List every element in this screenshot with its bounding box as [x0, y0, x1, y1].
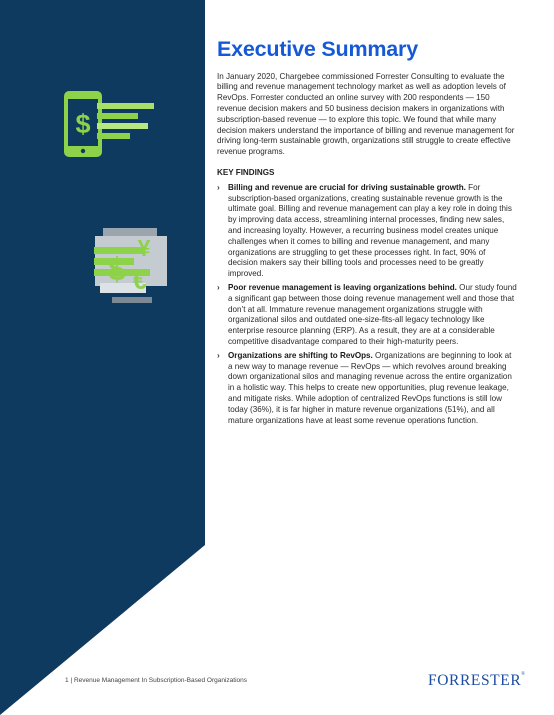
finding-lead: Poor revenue management is leaving organizations behind.	[228, 282, 457, 292]
executive-summary-section	[217, 38, 517, 429]
finding-body: Our study found a significant gap between those doing revenue management well and those that don’t at all. Immature revenue management organizations struggle with organizational silos and outdated one-size-fits-all legacy technology like enterprise resource planning (ERP). As a result, they are at a considerable competitive disadvantage compared to their high-maturity peers.	[228, 282, 517, 346]
euro-icon: €	[133, 267, 147, 295]
forrester-logo	[428, 672, 525, 690]
page-footer	[0, 672, 554, 692]
finding-lead: Organizations are shifting to RevOps.	[228, 350, 373, 360]
report-title: Revenue Management In Subscription-Based Organizations	[73, 677, 248, 684]
footer-page-info	[65, 677, 247, 684]
yen-icon: ¥	[137, 235, 151, 261]
intro-paragraph: In January 2020, Chargebee commissioned Forrester Consulting to evaluate the billing and revenue management technology market as well as adoption levels of RevOps. Forrester conducted an online survey with 200 respondents — 150 revenue decision makers and 50 business decision makers in organizations with subscription-based revenue — to explore this topic. We found that while many decision makers understand the importance of billing and revenue management for driving long-term sustainable growth, organizations still struggle to create effective revenue programs.	[217, 71, 515, 157]
page-title: Executive Summary	[217, 37, 418, 61]
registered-mark: ®	[521, 672, 526, 677]
dollar-icon: $	[108, 251, 126, 287]
key-findings-list	[217, 183, 517, 427]
left-decorative-panel	[0, 0, 210, 715]
finding-lead: Billing and revenue are crucial for driving sustainable growth.	[228, 182, 466, 192]
key-findings-heading: KEY FINDINGS	[217, 168, 275, 178]
finding-item	[217, 183, 517, 280]
page-number: 1	[65, 677, 69, 684]
footer-separator: |	[70, 677, 73, 684]
bullet-chevron-icon: ›	[217, 282, 220, 292]
panel-artwork	[0, 0, 210, 715]
finding-body: Organizations are beginning to look at a new way to manage revenue — RevOps — which revolves around breaking down organizational silos and managing revenue across the entire organization in a holistic way. This helps to create new opportunities, plug revenue leakage, and mitigate risks. While adoption of centralized RevOps functions is still low today (36%), it is far higher in mature revenue organizations (51%), and all mature organizations have at least some revenue operations function.	[228, 350, 512, 425]
bullet-chevron-icon: ›	[217, 182, 220, 192]
finding-item	[217, 351, 517, 427]
finding-body: For subscription-based organizations, creating sustainable revenue growth is the ultimate goal. Billing and revenue management can play a key role in doing this by improving data access, streamlining internal processes, finding new sales, and increasing loyalty. However, a recurring business model creates unique challenges when it comes to billing and revenue management, and many organizations are struggling to get these processes right. In fact, 90% of decision makers say their billing tools and processes need to be greatly improved.	[228, 182, 512, 279]
finding-item	[217, 283, 517, 348]
bullet-chevron-icon: ›	[217, 350, 220, 360]
dollar-sign-icon: $	[75, 109, 91, 139]
logo-text: FORRESTER	[428, 672, 522, 689]
